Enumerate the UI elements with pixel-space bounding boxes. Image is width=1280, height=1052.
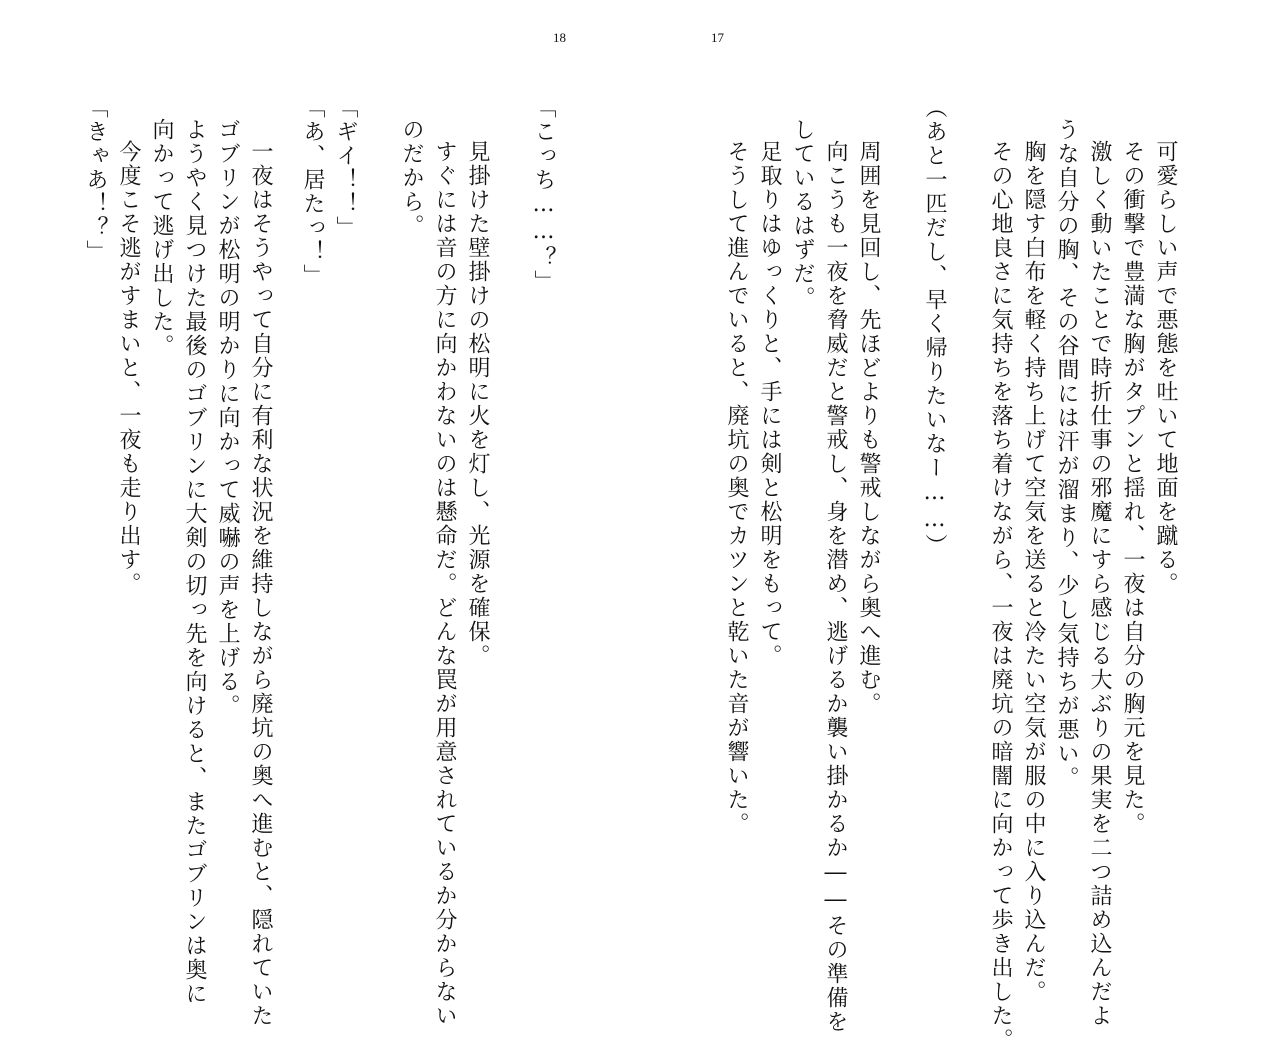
text-line: 「こっち……？」 [531, 96, 556, 294]
text-line: うな自分の胸、その谷間には汗が溜まり、少し気持ちが悪い。 [1054, 118, 1079, 790]
text-line: 見掛けた壁掛けの松明に火を灯し、光源を確保。 [465, 140, 490, 668]
page-number-left: 18 [553, 30, 566, 45]
text-line: のだから。 [399, 118, 424, 238]
text-line: 向こうも一夜を脅威だと警戒し、身を潜め、逃げるか襲い掛かるか――その準備を [823, 140, 848, 1034]
text-line: 一夜はそうやって自分に有利な状況を維持しながら廃坑の奥へ進むと、隠れていた [248, 140, 273, 1028]
text-line: 激しく動いたことで時折仕事の邪魔にすら感じる大ぶりの果実を二つ詰め込んだよ [1087, 140, 1112, 1028]
text-line: そうして進んでいると、廃坑の奥でカツンと乾いた音が響いた。 [724, 140, 749, 836]
text-line: 周囲を見回し、先ほどよりも警戒しながら奥へ進む。 [856, 140, 881, 716]
text-line: 「きゃあ！？」 [83, 96, 108, 264]
page-number-right: 17 [711, 30, 724, 45]
text-line: すぐには音の方に向かわないのは懸命だ。どんな罠が用意されているか分からない [432, 140, 457, 1028]
text-line: 胸を隠す白布を軽く持ち上げて空気を送ると冷たい空気が服の中に入り込んだ。 [1021, 140, 1046, 1004]
text-line: その心地良さに気持ちを落ち着けながら、一夜は廃坑の暗闇に向かって歩き出した。 [988, 140, 1013, 1052]
text-line: 「ギイ！！」 [333, 96, 358, 240]
text-line: 「あ、居たっ！」 [300, 96, 325, 288]
text-line: （あと一匹だし、早く帰りたいなー……） [922, 96, 947, 558]
text-line: 今度こそ逃がすまいと、一夜も走り出す。 [116, 140, 141, 596]
text-line: 可愛らしい声で悪態を吐いて地面を蹴る。 [1153, 140, 1178, 596]
text-line: 向かって逃げ出した。 [149, 118, 174, 358]
text-line: その衝撃で豊満な胸がタプンと揺れ、一夜は自分の胸元を見た。 [1120, 140, 1145, 836]
text-line: ようやく見つけた最後のゴブリンに大剣の切っ先を向けると、またゴブリンは奥に [182, 118, 207, 1006]
text-line: ゴブリンが松明の明かりに向かって威嚇の声を上げる。 [215, 118, 240, 718]
text-line: しているはずだ。 [790, 118, 815, 310]
text-line: 足取りはゆっくりと、手には剣と松明をもって。 [757, 140, 782, 668]
